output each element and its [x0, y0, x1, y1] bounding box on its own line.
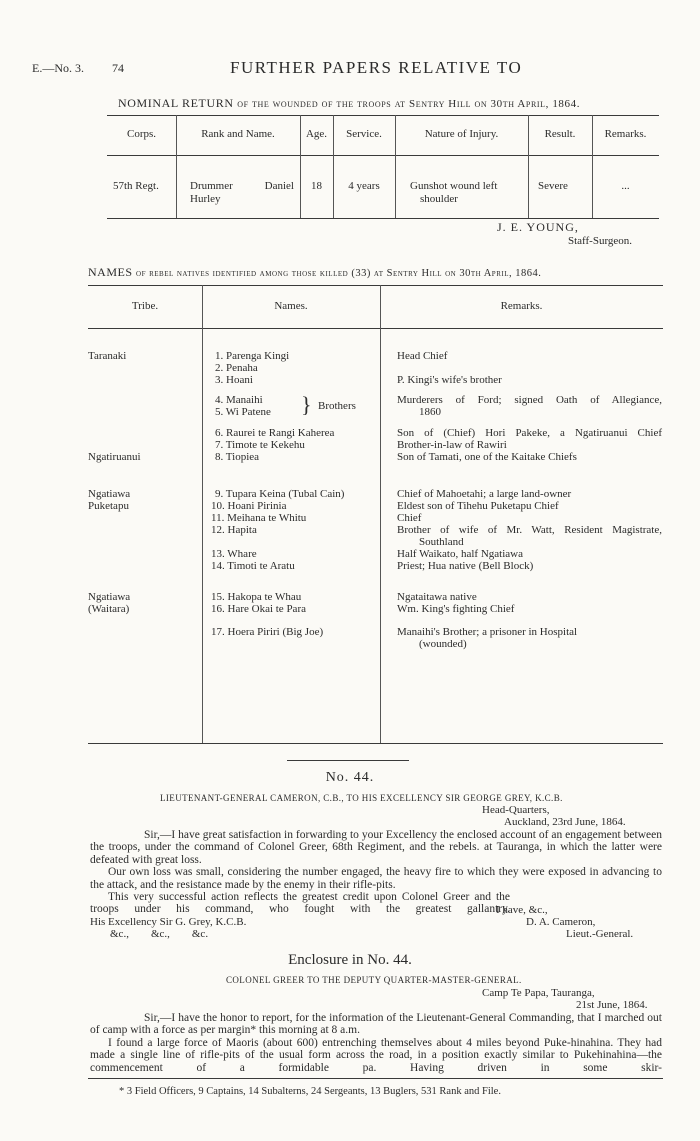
col-header-tribe: Tribe. [131, 300, 159, 312]
col-divider [380, 285, 381, 743]
name-item: 15. Hakopa te Whau [211, 591, 302, 603]
name-item: 6. Raurei te Rangi Kaherea [215, 427, 335, 439]
remark-item: Manaihi's Brother; a prisoner in Hospital [397, 626, 578, 638]
remark-item: (wounded) [419, 638, 467, 650]
cell-injury-2: shoulder [420, 193, 458, 205]
table-rule-bottom [107, 218, 659, 219]
name-item: 14. Timoti te Aratu [211, 560, 295, 572]
series-number: E.—No. 3. [32, 61, 84, 75]
name-item: 2. Penaha [215, 362, 258, 374]
col-header-age: Age. [305, 128, 328, 140]
name-item: 16. Hare Okai te Para [211, 603, 306, 615]
col-header-corps: Corps. [126, 128, 157, 140]
letter-paragraph: Our own loss was small, considering the number engaged, the heavy fire to which they were exposed in advancing to the attack, and the resistance made by the enemy in their rifle-pits. [90, 866, 662, 891]
name-item: 1. Parenga Kingi [215, 350, 290, 362]
table-rule-header [107, 155, 659, 156]
remark-item: Brother of wife of Mr. Watt, Resident Magistrate, [397, 524, 662, 536]
tribe-taranaki: Taranaki [88, 350, 127, 362]
letter-place: Head-Quarters, [482, 804, 550, 816]
names-table-title [88, 265, 541, 280]
brothers-label: Brothers [318, 400, 356, 412]
col-header-rank: Rank and Name. [201, 128, 275, 140]
running-title: FURTHER PAPERS RELATIVE TO [230, 58, 523, 77]
col-header-remarks: Remarks. [500, 300, 543, 312]
letter-paragraph: Sir,—I have great satisfaction in forwarding to your Excellency the enclosed account of an engagement between the troops, under the command of Colonel Greer, 68th Regiment, and the rebels. at Tauranga, in which the latter were defeated with great loss. [90, 829, 662, 866]
letter-paragraph: This very successful action reflects the greatest credit upon Colonel Greer and the troops under his command, who fought with the greatest gallantry. [90, 891, 510, 916]
name-item: 11. Meihana te Whitu [211, 512, 307, 524]
letter-from-to: LIEUTENANT-GENERAL CAMERON, C.B., TO HIS EXCELLENCY SIR GEORGE GREY, K.C.B. [160, 793, 563, 803]
tribe-waitara: (Waitara) [88, 603, 130, 615]
remark-item: Priest; Hua native (Bell Block) [397, 560, 534, 572]
enclosure-paragraph: I found a large force of Maoris (about 600) entrenching themselves about 4 miles beyond Puke-hinahina. They had made a single line of rifle-pits of the usual form across the road, in a position exactly similar to Pukehinahina—the commencement of a formidable pa. Having driven in some skir- [90, 1036, 662, 1074]
tribe-ngatiawa-waitara: Ngatiawa [88, 591, 131, 603]
tribe-ngatiawa: Ngatiawa [88, 488, 131, 500]
letter-signer-title: Lieut.-General. [566, 928, 634, 940]
page-number: 74 [112, 61, 124, 75]
col-header-names: Names. [274, 300, 308, 312]
name-item: 5. Wi Patene [215, 406, 271, 418]
remark-item: Head Chief [397, 350, 448, 362]
cell-remarks: ... [621, 180, 630, 192]
letter-heading: No. 44. [325, 770, 375, 785]
cell-rank-name-2: Hurley [190, 193, 221, 205]
remark-item: Wm. King's fighting Chief [397, 603, 515, 615]
signature-name: J. E. YOUNG, [497, 220, 579, 234]
nominal-return-title [118, 96, 580, 111]
remark-item: Ngataitawa native [397, 591, 477, 603]
tribe-puketapu: Puketapu [88, 500, 129, 512]
name-item: 8. Tiopiea [215, 451, 260, 463]
title-rest: of the wounded of the troops at Sentry Hill on 30th April, 1864. [237, 98, 581, 110]
letter-date: Auckland, 23rd June, 1864. [504, 816, 626, 828]
brothers-brace: } [301, 392, 312, 417]
cell-result: Severe [538, 180, 568, 192]
letter-closing: I have, &c., [496, 904, 548, 916]
footnote: * 3 Field Officers, 9 Captains, 14 Subalterns, 24 Sergeants, 13 Buglers, 531 Rank and File. [119, 1086, 501, 1097]
name-item: 4. Manaihi [215, 394, 263, 406]
names-rule-header [88, 328, 663, 329]
name-item: 3. Hoani [215, 374, 253, 386]
remark-item: Chief of Mahoetahi; a large land-owner [397, 488, 572, 500]
signature-title: Staff-Surgeon. [568, 235, 633, 247]
cell-age: 18 [311, 180, 322, 192]
enclosure-paragraph: Sir,—I have the honor to report, for the information of the Lieutenant-General Commanding, that I marched out of camp with a force as per margin* this morning at 8 a.m. [90, 1012, 662, 1037]
title-bold-part: NAMES [88, 265, 133, 279]
letter-etc: &c., &c., &c. [110, 928, 209, 940]
letter-addressee: His Excellency Sir G. Grey, K.C.B. [90, 916, 247, 928]
name-item: 12. Hapita [211, 524, 257, 536]
cell-service: 4 years [348, 180, 380, 192]
footnote-rule [88, 1078, 663, 1079]
cell-injury: Gunshot wound left [410, 180, 498, 192]
names-rule-bottom [88, 743, 663, 744]
enclosure-from-to: COLONEL GREER TO THE DEPUTY QUARTER-MASTER-GENERAL. [226, 975, 522, 985]
title-bold-part: NOMINAL RETURN [118, 96, 234, 110]
name-item: 13. Whare [211, 548, 257, 560]
name-item: 17. Hoera Piriri (Big Joe) [211, 626, 324, 638]
remark-item: Son of (Chief) Hori Pakeke, a Ngatiruanui Chief [397, 427, 662, 439]
remark-item: Son of Tamati, one of the Kaitake Chiefs [397, 451, 577, 463]
section-divider [287, 760, 409, 761]
remark-item: Half Waikato, half Ngatiawa [397, 548, 523, 560]
remark-item: 1860 [419, 406, 441, 418]
enclosure-place: Camp Te Papa, Tauranga, [482, 987, 595, 999]
enclosure-date: 21st June, 1864. [576, 999, 648, 1011]
col-header-injury: Nature of Injury. [424, 128, 499, 140]
remark-item: Murderers of Ford; signed Oath of Allegiance, [397, 394, 662, 406]
col-header-service: Service. [346, 128, 382, 140]
col-header-remarks: Remarks. [604, 128, 647, 140]
cell-rank-name: Drummer Daniel [190, 180, 294, 192]
remark-item: P. Kingi's wife's brother [397, 374, 502, 386]
remark-item: Brother-in-law of Rawiri [397, 439, 507, 451]
col-divider [202, 285, 203, 743]
letter-body [90, 829, 662, 916]
col-header-result: Result. [544, 128, 576, 140]
remark-item: Southland [419, 536, 464, 548]
title-rest: of rebel natives identified among those killed (33) at Sentry Hill on 30th April, 1864. [136, 268, 542, 279]
remark-item: Eldest son of Tihehu Puketapu Chief [397, 500, 559, 512]
name-item: 7. Timote te Kekehu [215, 439, 305, 451]
remark-item: Chief [397, 512, 422, 524]
table-rule-top [107, 115, 659, 116]
names-rule-top [88, 285, 663, 286]
name-item: 10. Hoani Pirinia [211, 500, 287, 512]
tribe-ngatiruanui: Ngatiruanui [88, 451, 141, 463]
enclosure-heading: Enclosure in No. 44. [288, 952, 412, 968]
enclosure-body [90, 1012, 662, 1074]
name-item: 9. Tupara Keina (Tubal Cain) [215, 488, 345, 500]
cell-corps: 57th Regt. [113, 180, 159, 192]
letter-signer: D. A. Cameron, [526, 916, 596, 928]
